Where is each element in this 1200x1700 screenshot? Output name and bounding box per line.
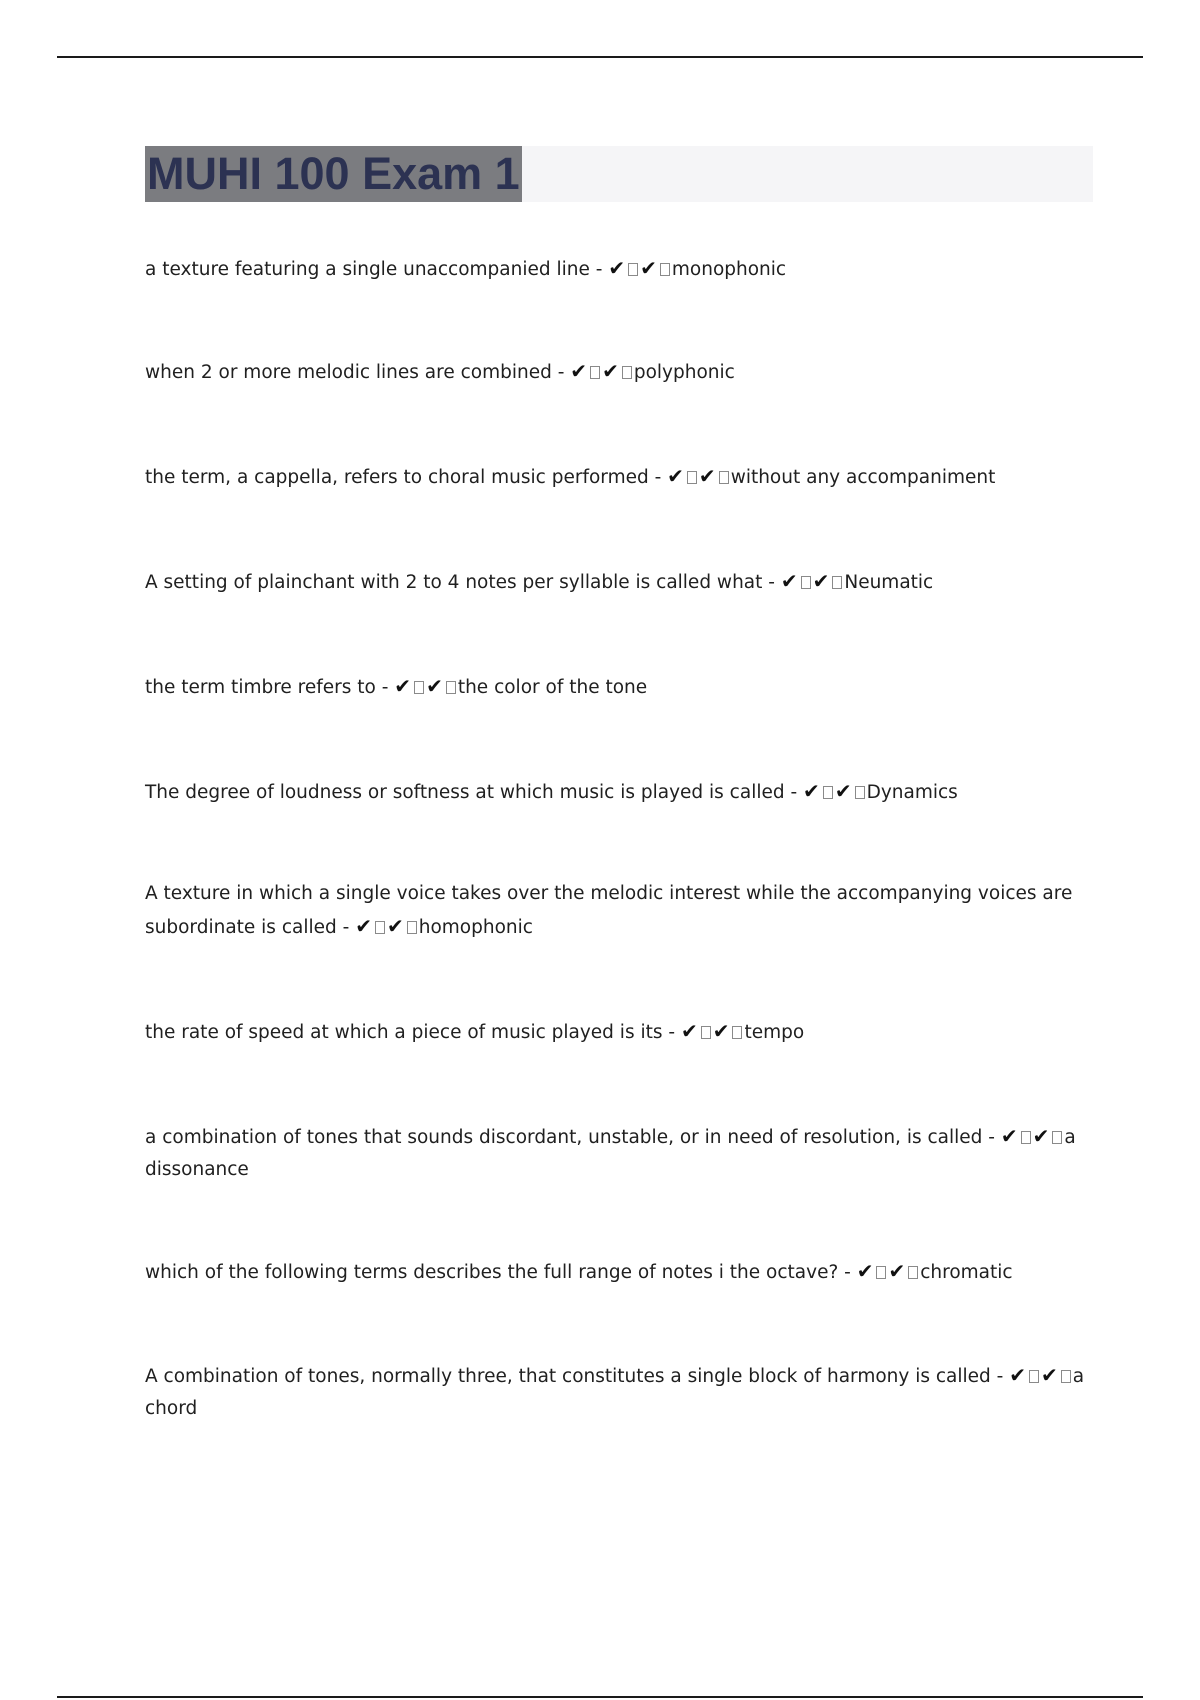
check-icon: ✔ [667, 464, 684, 488]
question-text: A texture in which a single voice takes over the melodic interest while the accompanying voices are subordinate is called [145, 883, 1073, 938]
box-icon [628, 263, 638, 276]
box-icon [1021, 1131, 1031, 1144]
qa-item [145, 878, 1085, 944]
qa-item [145, 1120, 1085, 1186]
box-icon [622, 366, 632, 379]
answer-text: polyphonic [633, 362, 735, 383]
question-text: The degree of loudness or softness at which music is played is called [145, 782, 785, 803]
question-text: A setting of plainchant with 2 to 4 notes per syllable is called what [145, 572, 763, 593]
answer-text: homophonic [418, 917, 533, 938]
check-icon: ✔ [608, 256, 626, 280]
question-text: when 2 or more melodic lines are combined [145, 362, 552, 383]
answer-text: monophonic [671, 259, 787, 280]
check-icon: ✔ [386, 914, 404, 938]
check-icon: ✔ [712, 1019, 730, 1043]
box-icon [832, 576, 842, 589]
qa-item [145, 565, 1085, 599]
answer-text: a chord [145, 1366, 1085, 1419]
box-icon [701, 1026, 711, 1039]
box-icon [414, 681, 424, 694]
check-icon: ✔ [803, 779, 820, 803]
box-icon [407, 921, 417, 934]
check-icon: ✔ [1040, 1363, 1058, 1387]
question-text: a texture featuring a single unaccompanied line [145, 259, 590, 280]
box-icon [660, 263, 670, 276]
box-icon [1061, 1370, 1071, 1383]
box-icon [823, 786, 833, 799]
separator: - [982, 1127, 1001, 1148]
answer-text: tempo [744, 1022, 805, 1043]
answer-text: without any accompaniment [730, 467, 996, 488]
separator: - [375, 677, 395, 698]
check-icon: ✔ [355, 914, 372, 938]
box-icon [687, 471, 697, 484]
check-icon: ✔ [394, 674, 412, 698]
box-icon [375, 921, 385, 934]
separator: - [838, 1262, 857, 1283]
answer-text: a dissonance [145, 1127, 1076, 1180]
check-icon: ✔ [856, 1259, 874, 1283]
separator: - [662, 1022, 681, 1043]
check-icon: ✔ [570, 359, 588, 383]
separator: - [336, 917, 356, 938]
separator: - [990, 1366, 1010, 1387]
qa-item [145, 775, 1085, 809]
qa-item [145, 1359, 1085, 1425]
qa-item [145, 252, 1085, 286]
question-text: the rate of speed at which a piece of music played is its [145, 1022, 663, 1043]
separator: - [551, 362, 571, 383]
answer-text: chromatic [920, 1262, 1013, 1283]
box-icon [1052, 1131, 1062, 1144]
page-title: MUHI 100 Exam 1 [145, 146, 522, 202]
box-icon [719, 471, 729, 484]
qa-item [145, 355, 1085, 389]
qa-item [145, 1015, 1085, 1049]
answer-text: Neumatic [844, 572, 934, 593]
separator: - [784, 782, 804, 803]
separator: - [589, 259, 609, 280]
question-text: A combination of tones, normally three, that constitutes a single block of harmony is called [145, 1366, 991, 1387]
question-text: the term timbre refers to [145, 677, 376, 698]
answer-text: Dynamics [866, 782, 958, 803]
box-icon [732, 1026, 742, 1039]
box-icon [876, 1266, 886, 1279]
bottom-rule [57, 1696, 1143, 1698]
check-icon: ✔ [602, 359, 619, 383]
box-icon [908, 1266, 918, 1279]
qa-item [145, 460, 1085, 494]
check-icon: ✔ [812, 569, 830, 593]
check-icon: ✔ [834, 779, 852, 803]
answer-text: the color of the tone [457, 677, 648, 698]
top-rule [57, 56, 1143, 58]
check-icon: ✔ [426, 674, 443, 698]
question-text: a combination of tones that sounds discordant, unstable, or in need of resolution, is called [145, 1127, 983, 1148]
check-icon: ✔ [1032, 1124, 1050, 1148]
check-icon: ✔ [1000, 1124, 1018, 1148]
box-icon [590, 366, 600, 379]
question-text: which of the following terms describes the full range of notes i the octave? [145, 1262, 839, 1283]
question-text: the term, a cappella, refers to choral music performed [145, 467, 649, 488]
check-icon: ✔ [888, 1259, 906, 1283]
box-icon [446, 681, 456, 694]
separator: - [648, 467, 668, 488]
qa-item [145, 670, 1085, 704]
box-icon [1029, 1370, 1039, 1383]
check-icon: ✔ [698, 464, 716, 488]
qa-item [145, 1255, 1085, 1289]
check-icon: ✔ [1009, 1363, 1026, 1387]
box-icon [855, 786, 865, 799]
separator: - [762, 572, 781, 593]
check-icon: ✔ [680, 1019, 698, 1043]
check-icon: ✔ [780, 569, 798, 593]
box-icon [801, 576, 811, 589]
check-icon: ✔ [640, 256, 657, 280]
